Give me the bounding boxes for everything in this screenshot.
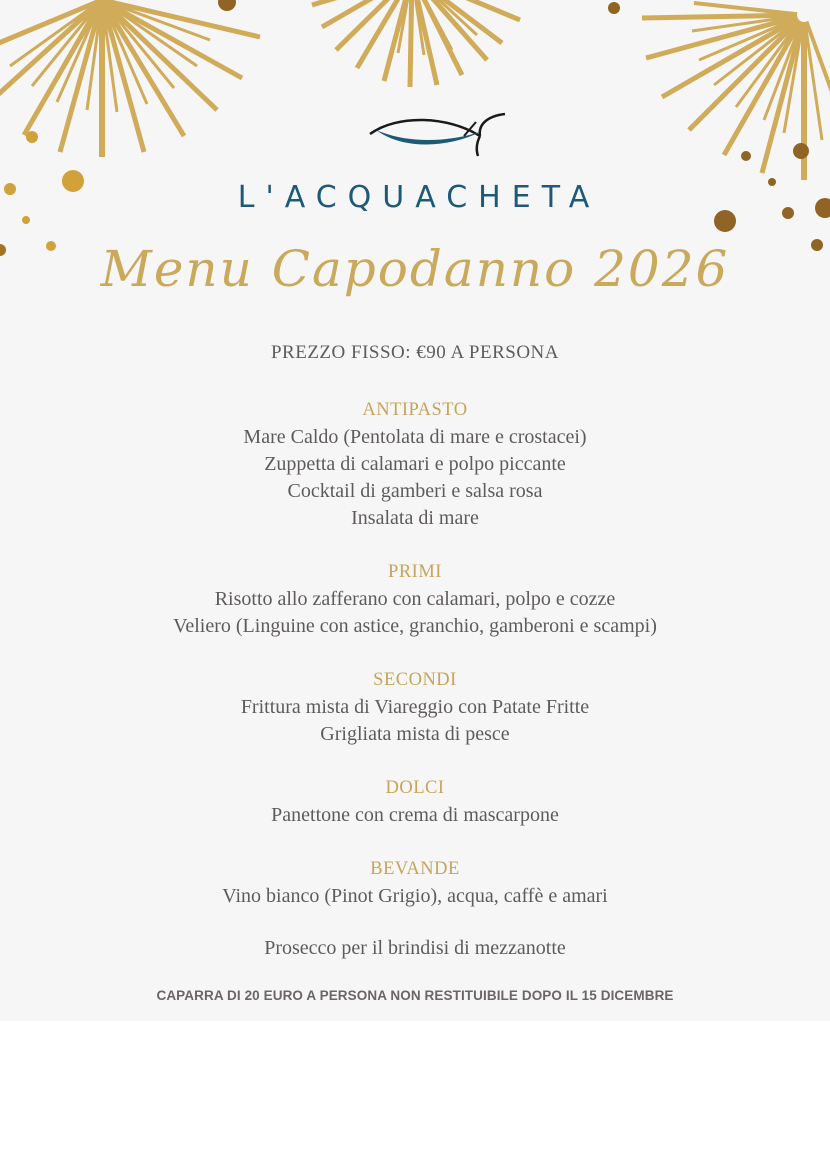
section-bevande [0, 856, 830, 910]
menu-item: Vino bianco (Pinot Grigio), acqua, caffè e amari [222, 885, 608, 907]
menu-content [0, 340, 830, 962]
menu-title: Menu Capodanno 2026 [100, 240, 730, 298]
menu-item: Zuppetta di calamari e polpo piccante [264, 453, 566, 475]
menu-item: Cocktail di gamberi e salsa rosa [287, 480, 543, 502]
section-dolci [0, 775, 830, 829]
menu-item: Grigliata mista di pesce [320, 723, 510, 745]
deposit-note: CAPARRA DI 20 EURO A PERSONA NON RESTITUIBILE DOPO IL 15 DICEMBRE [156, 988, 674, 1003]
menu-item: Risotto allo zafferano con calamari, polpo e cozze [214, 588, 616, 610]
section-title: SECONDI [373, 670, 457, 690]
firework-burst-left-icon [0, 0, 260, 157]
prosecco-note: Prosecco per il brindisi di mezzanotte [264, 937, 566, 959]
section-primi [0, 559, 830, 640]
fixed-price: PREZZO FISSO: €90 A PERSONA [270, 342, 559, 363]
menu-item: Insalata di mare [351, 507, 479, 529]
section-title: PRIMI [388, 562, 442, 582]
section-title: DOLCI [385, 778, 445, 798]
fish-logo-icon [368, 110, 508, 158]
section-secondi [0, 667, 830, 748]
firework-burst-center-icon [312, 0, 520, 87]
menu-item: Veliero (Linguine con astice, granchio, gamberoni e scampi) [173, 615, 657, 637]
section-antipasto [0, 397, 830, 532]
section-title: BEVANDE [370, 859, 460, 879]
menu-item: Mare Caldo (Pentolata di mare e crostacei) [243, 426, 587, 448]
restaurant-name: L'ACQUACHETA [237, 180, 601, 215]
menu-item: Panettone con crema di mascarpone [271, 804, 559, 826]
menu-item: Frittura mista di Viareggio con Patate Fritte [240, 696, 590, 718]
section-title: ANTIPASTO [362, 400, 468, 420]
